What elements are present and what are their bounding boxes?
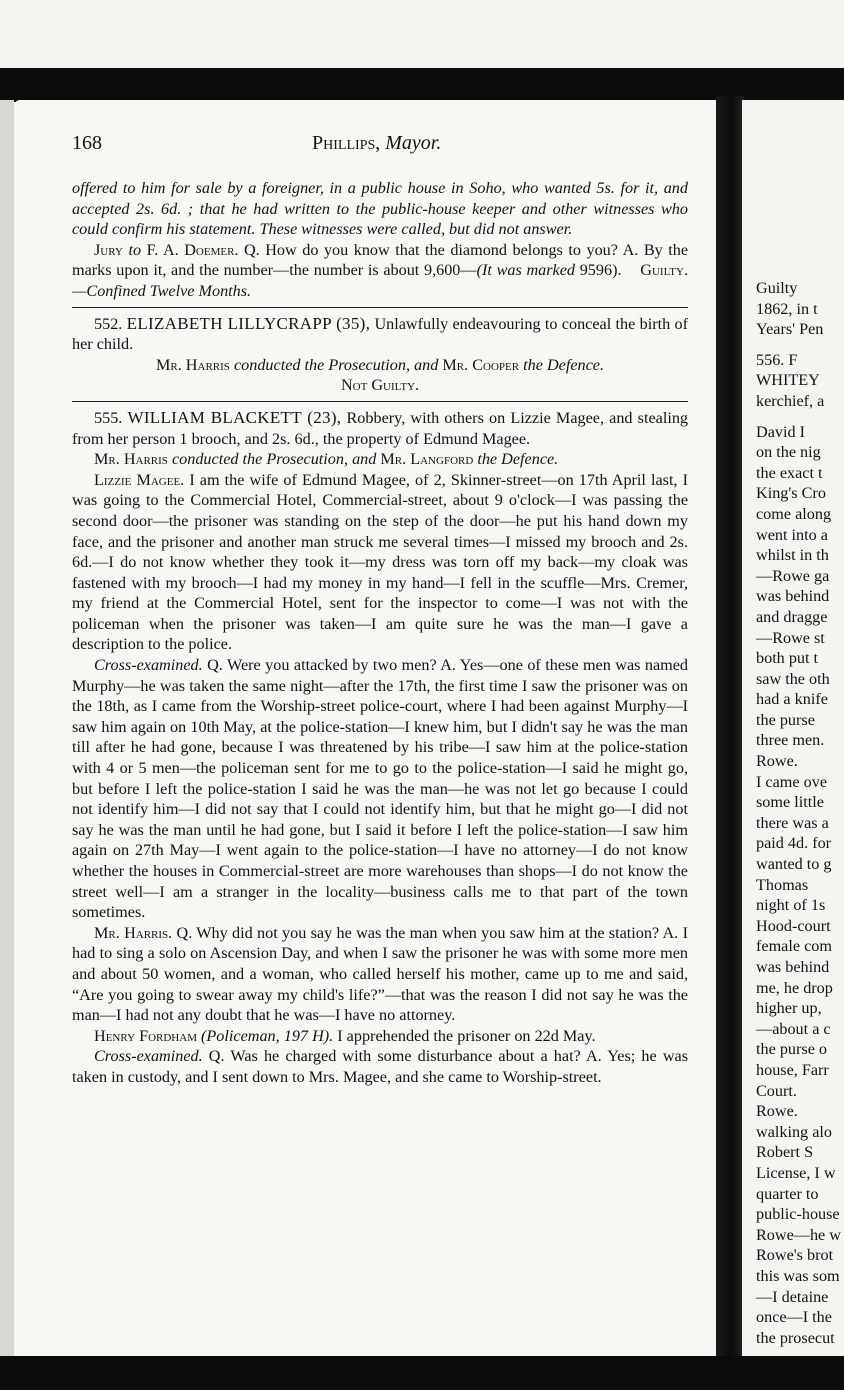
jury-question: Q. How do you know that the diamond belongs to you?	[243, 240, 618, 259]
right-page-line: Guilty	[756, 279, 798, 297]
witness-fordham-text: I apprehended the prisoner on 22d May.	[337, 1026, 596, 1045]
jury-marked-note: (It was marked	[476, 261, 575, 280]
cross-examined-text: Q. Were you attacked by two men? A. Yes—one of these men was named Murphy—he was taken the same night—after the 17th, the first time I saw the prisoner was on the 18th, as I came from the Worship-street police-court, where I had been against Murphy—I saw him again on 10th May, at the police-station—I knew him, but I didn't say he was the man till after he had gone, because I was threatened by his tribe—I saw him at the police-station with 4 or 5 men—the policeman sent for me to go to the police-station—I said he might go, but before I left the police-station I said he was the man—he was not let go because I could not identify him—I did not say that I could not identify him, but that he might go—I did not say he was the man until he had gone, but I said it before I left the police-station—I saw him again on 27th May—I went again to the police-station—I have no attorney—I do not know whether the houses in Commercial-street are more warehouses than shops—I do not know the street well—I am a stranger in the locality—business calls me to that part of the town sometimes.	[72, 656, 689, 922]
case-552-defender: Mr. Cooper	[442, 355, 520, 374]
case-555-defender: Mr. Langford	[380, 450, 474, 469]
case-555-number: 555.	[94, 408, 123, 427]
continued-paragraph: offered to him for sale by a foreigner, in a public house in Soho, who wanted 5s. for it, and accepted 2s. 6d. ; that he had written to the public-house keeper and other witnesses who could confirm his statement. These witnesses were called, but did not answer.	[72, 179, 688, 239]
right-page-line: went into a	[756, 525, 828, 544]
right-page-line: Rowe.	[756, 1102, 798, 1121]
right-page-line: on the nig	[756, 443, 821, 462]
cross-examined-text: Q. Was he charged with some disturbance about a hat? A. Yes; he was taken in custody, and I sent down to Mrs. Magee, and she came to Worship-street.	[72, 1047, 689, 1086]
right-page-line: —about a c	[756, 1019, 831, 1038]
running-head-name: Phillips,	[312, 132, 381, 154]
jury-witness-name: F. A. Doemer.	[146, 240, 239, 259]
right-page-line: Rowe.	[756, 752, 798, 771]
right-page-line: there was a	[756, 813, 829, 832]
right-page-line: Robert S	[756, 1143, 814, 1162]
cross-examination-fordham	[72, 1046, 688, 1087]
witness-magee-text: I am the wife of Edmund Magee, of 2, Skinner-street—on 17th April last, I was going to the Commercial Hotel, Commercial-street, about 9 o'clock—I was passing the second door—the prisoner was standing on the step of the door—he put his hand down my face, and the prisoner and another man struck me several times—I missed my brooch and 2s. 6d.—I do not know whether they took it—my dress was torn off my back—my cloak was fastened with my brooch—I had my money in my hand—I fell in the scuffle—Mrs. Cremer, my friend at the Commercial Hotel, sent for the inspector to come—I was not with the policeman when the prisoner was taken—I am quite sure he was the man—I gave a description to the police.	[72, 470, 689, 654]
case-552-pros-text: conducted the Prosecution, and	[233, 355, 439, 374]
right-page-line: this was som	[756, 1266, 840, 1285]
right-page-line: —I detaine	[756, 1287, 829, 1306]
right-page-line: saw the oth	[756, 669, 830, 688]
right-page-line: paid 4d. for	[756, 834, 832, 853]
running-head-title: Mayor.	[385, 132, 442, 154]
right-page-line: King's Cro	[756, 484, 826, 503]
right-page-line: quarter to	[756, 1184, 819, 1203]
scan-bottom-border	[0, 1356, 844, 1390]
right-page-line: I came ove	[756, 772, 828, 791]
right-page-line: License, I w	[756, 1163, 836, 1182]
right-page-line: Hood-court	[756, 916, 831, 935]
case-555-def-text: the Defence.	[477, 450, 559, 469]
witness-fordham-testimony	[72, 1026, 688, 1047]
right-page-line: Years' Pen	[756, 320, 824, 339]
right-page-line: the purse	[756, 710, 815, 729]
right-page-line: higher up,	[756, 999, 822, 1018]
right-page-line: 556. F	[756, 350, 798, 369]
right-page-line: —Rowe ga	[756, 566, 830, 585]
right-page-line	[756, 412, 844, 422]
right-page-line	[756, 340, 844, 350]
right-page-line: had a knife	[756, 690, 828, 709]
right-page	[742, 100, 844, 1358]
case-555-pros-text: conducted the Prosecution, and	[171, 450, 377, 469]
right-page-line: the exact t	[756, 463, 823, 482]
right-page-line: Rowe's brot	[756, 1246, 834, 1265]
case-555-defendant: WILLIAM BLACKETT (23),	[127, 407, 342, 427]
right-page-line: come along	[756, 504, 832, 523]
scan-left-edge	[0, 100, 14, 1360]
witness-fordham-role: (Policeman, 197 H).	[201, 1026, 334, 1045]
section-divider	[72, 401, 688, 402]
jury-to: to	[128, 240, 142, 259]
right-page-line: was behind	[756, 587, 830, 606]
right-page-line: me, he drop	[756, 978, 833, 997]
page-header	[72, 132, 692, 160]
page-number: 168	[72, 132, 102, 154]
case-552-number: 552.	[94, 314, 123, 333]
witness-fordham-name: Henry Fordham	[94, 1026, 197, 1045]
case-552-heading	[72, 314, 688, 355]
cross-examined-label: Cross-examined.	[94, 1047, 203, 1066]
cross-examination-magee	[72, 655, 688, 923]
right-page-line: Thomas	[756, 875, 809, 894]
re-examination-harris	[72, 923, 688, 1026]
verdict-guilty: Guilty.	[640, 261, 689, 280]
right-page-line: public-house	[756, 1205, 840, 1224]
right-page-line: both put t	[756, 649, 819, 668]
section-divider	[72, 307, 688, 308]
right-page-line: —Rowe st	[756, 628, 825, 647]
running-head	[312, 132, 441, 155]
right-page-line: was behind	[756, 958, 830, 976]
witness-magee-testimony	[72, 470, 688, 655]
jury-marked-number: 9596).	[579, 261, 622, 280]
case-552-verdict: Not Guilty.	[340, 376, 420, 395]
case-552-charge: Unlawfully endeavouring to conceal the birth of her child.	[72, 314, 688, 354]
book-gutter	[716, 96, 744, 1362]
right-page-line: kerchief, a	[756, 391, 825, 410]
witness-magee-name: Lizzie Magee.	[94, 470, 185, 489]
right-page-line: the prosecut	[756, 1328, 835, 1347]
case-552-prosecutor: Mr. Harris	[155, 355, 230, 374]
right-page-line: WHITEY	[756, 371, 820, 390]
right-page-line: night of 1s	[756, 896, 826, 915]
right-page-line: and dragge	[756, 607, 828, 626]
cross-examined-label: Cross-examined.	[94, 656, 203, 675]
right-page-line: some little	[756, 793, 824, 812]
case-552-def-text: the Defence.	[523, 355, 605, 374]
right-page-line: Court.	[756, 1081, 797, 1100]
jury-answer: A. By the marks upon it, and the number—the number is about 9,600—	[72, 240, 689, 280]
jury-label: Jury	[94, 240, 123, 259]
left-page-text	[72, 178, 688, 1088]
right-page-line: wanted to g	[756, 855, 832, 874]
case-552-counsel	[72, 355, 688, 376]
right-page-text	[756, 278, 844, 1348]
right-page-line: three men.	[756, 731, 825, 750]
scan-top-margin	[0, 0, 844, 70]
right-page-line: whilst in th	[756, 546, 829, 565]
harris-text: Q. Why did not you say he was the man when you saw him at the station? A. I had to sing a solo on Ascension Day, and when I saw the prisoner he was with some more men and about 50 women, and a woman, who called herself his mother, came up to me and said, “Are you going to swear away my child's life?”—that was the reason I did not say he was the man—I had not any doubt that he was—I have no attorney.	[72, 923, 688, 1025]
right-page-line: Rowe—he w	[756, 1225, 841, 1244]
right-page-line: female com	[756, 937, 832, 956]
right-page-line: the purse o	[756, 1040, 828, 1059]
case-555-prosecutor: Mr. Harris	[94, 450, 168, 469]
right-page-line: David I	[756, 422, 805, 441]
jury-question-paragraph	[72, 240, 688, 302]
case-555-counsel	[72, 449, 688, 470]
case-552-defendant: ELIZABETH LILLYCRAPP (35),	[126, 313, 371, 333]
right-page-line: 1862, in t	[756, 299, 818, 318]
harris-label: Mr. Harris.	[94, 923, 173, 942]
case-555-heading	[72, 408, 688, 449]
right-page-line: walking alo	[756, 1122, 832, 1141]
right-page-line: once—I the	[756, 1308, 832, 1327]
verdict-sentence: —Confined Twelve Months.	[72, 281, 252, 300]
case-555-charge: Robbery, with others on Lizzie Magee, and stealing from her person 1 brooch, and 2s. 6d., the property of Edmund Magee.	[72, 408, 689, 448]
right-page-line: house, Farr	[756, 1060, 829, 1079]
